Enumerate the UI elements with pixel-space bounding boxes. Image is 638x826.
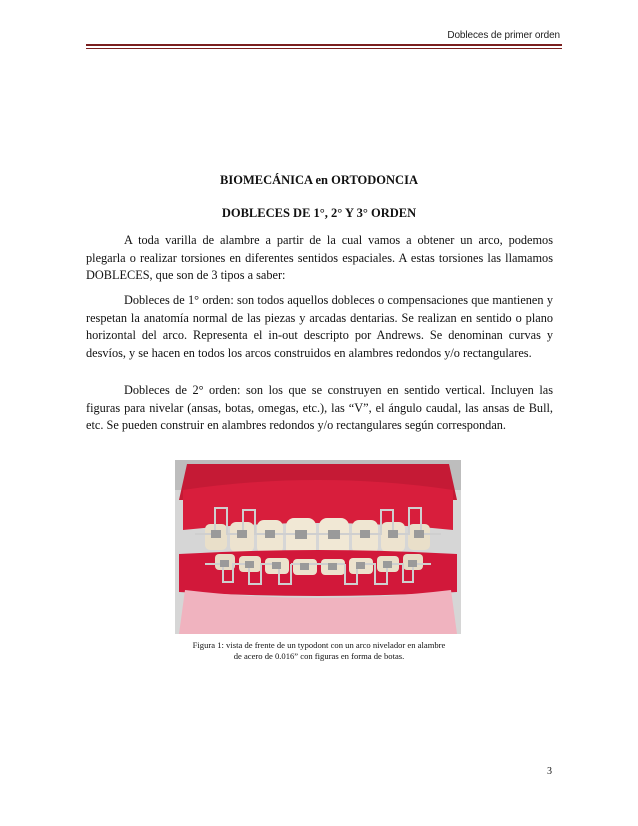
header-rule-thin	[86, 48, 562, 49]
figure-caption	[176, 640, 462, 662]
sub-title: DOBLECES DE 1°, 2° Y 3° ORDEN	[221, 206, 417, 220]
upper-gum-arch	[183, 480, 453, 530]
typodont-illustration	[175, 460, 461, 634]
main-title: BIOMECÁNICA en ORTODONCIA	[220, 173, 418, 187]
paragraph-intro: A toda varilla de alambre a partir de la cual vamos a obtener un arco, podemos plegarla o realizar torsiones en diferentes sentidos espaciales. A estas torsiones las llamamos DOBLECES, que son de 3 tipos a saber:	[86, 233, 553, 282]
caption-line-1: Figura 1: vista de frente de un typodont con un arco nivelador en alambre	[192, 640, 446, 650]
paragraph-second-order: Dobleces de 2° orden: son los que se construyen en sentido vertical. Incluyen las figuras para nivelar (ansas, botas, omegas, etc.), las “V”, el ángulo caudal, las ansas de Bull, etc. Se pueden construir en alambres redondos y/o rectangulares según correspondan.	[86, 383, 553, 432]
header-rule	[86, 44, 562, 46]
typodont-photo	[175, 460, 461, 634]
caption-line-2: de acero de 0.016” con figuras en forma de botas.	[233, 651, 405, 661]
paragraph-first-order: Dobleces de 1° orden: son todos aquellos dobleces o compensaciones que mantienen y respetan la anatomía normal de las piezas y arcadas dentarias. Se realizan en sentido o plano horizontal del arco. Representa el in-out descripto por Andrews. Se denominan curvas y desvíos, y se hacen en todos los arcos construidos en alambres redondos y/o rectangulares.	[86, 293, 553, 360]
page-number: 3	[547, 766, 552, 777]
running-header: Dobleces de primer orden	[447, 30, 560, 41]
